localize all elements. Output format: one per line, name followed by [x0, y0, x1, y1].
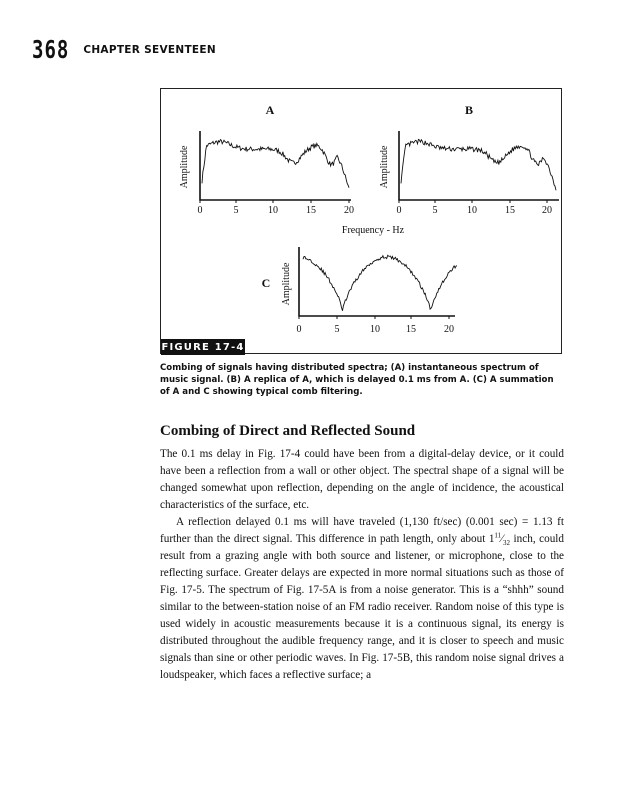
- panel-a-label: A: [265, 103, 275, 117]
- panel-b-tick: 5: [432, 205, 438, 216]
- panel-b-tick: 20: [542, 205, 552, 216]
- fraction-denominator: 32: [503, 539, 511, 548]
- panel-b-tick: 15: [505, 205, 515, 216]
- panel-b-label: B: [464, 103, 474, 117]
- panel-a-tick: 5: [233, 205, 239, 216]
- panel-c-label: C: [261, 276, 271, 290]
- panel-c-ylabel: Amplitude: [281, 262, 292, 306]
- fraction-numerator: 11: [494, 531, 502, 540]
- spectrum-curve-b: [401, 139, 556, 190]
- paragraph-2-part-a: A reflection delayed 0.1 ms will have traveled (1,130 ft/sec) (0.001 sec) = 1.13 ft further than the direct signal. This difference in path length, only about 1: [160, 516, 564, 545]
- paragraph-2: [160, 514, 564, 684]
- panel-c-axes: [299, 247, 455, 316]
- body-text: [160, 446, 564, 684]
- section-heading: Combing of Direct and Reflected Sound: [160, 423, 416, 439]
- fraction-slash: ⁄: [501, 533, 504, 545]
- paragraph-1: The 0.1 ms delay in Fig. 17-4 could have been from a digital-delay device, or it could have been a reflection from a wall or other object. The spectral shape of a signal will be changed somewhat upon reflection, depending on the angle of incidence, the acoustical characteristics of the surface, etc.: [160, 448, 564, 511]
- panel-a-ylabel: Amplitude: [179, 145, 190, 189]
- panel-b-axes: [399, 131, 559, 200]
- panel-a-tick: 10: [268, 205, 278, 216]
- page-number: 368: [32, 35, 70, 65]
- page-header: [32, 35, 216, 65]
- spectrum-curve-a: [202, 140, 349, 188]
- panel-b-tick: 0: [396, 205, 402, 216]
- panel-b-tick: 10: [467, 205, 477, 216]
- comb-filter-curve-c: [303, 255, 457, 310]
- paragraph-2-part-b: inch, could result from a grazing angle with both source and listener, or microphone, close to the reflecting surface. Greater delays are expected in more normal situations such as those of Fig. 17-5. The spectrum of Fig. 17-5A is from a noise generator. This is a “shhh” sound similar to the between-station noise of an FM radio receiver. Random noise of this type is used widely in acoustic measurements because it is a continuous signal, its energy is distributed throughout the audible frequency range, and it is closer to speech and music signals than sine or other periodic waves. In Fig. 17-5B, this random noise signal drives a loudspeaker, which faces a reflective surface; a: [160, 533, 564, 681]
- panel-c-tick: 5: [334, 324, 340, 335]
- figure-caption: Combing of signals having distributed spectra; (A) instantaneous spectrum of music signal. (B) A replica of A, which is delayed 0.1 ms from A. (C) A summation of A and C showing typical comb filtering.: [160, 363, 554, 397]
- panel-b-ylabel: Amplitude: [379, 145, 390, 189]
- panel-a-tick: 0: [197, 205, 203, 216]
- panel-a-tick: 20: [344, 205, 354, 216]
- panel-a-tick: 15: [306, 205, 316, 216]
- panel-c-tick: 10: [370, 324, 380, 335]
- shared-xlabel: Frequency - Hz: [341, 225, 405, 236]
- chapter-title: CHAPTER SEVENTEEN: [83, 44, 216, 56]
- panel-c-tick: 15: [406, 324, 416, 335]
- panel-c-tick: 20: [444, 324, 454, 335]
- figure-17-4: [160, 88, 562, 354]
- figure-tag: FIGURE 17-4: [161, 339, 245, 355]
- panel-c-tick: 0: [296, 324, 302, 335]
- figure-plots: [161, 89, 563, 355]
- panel-a-axes: [200, 131, 351, 200]
